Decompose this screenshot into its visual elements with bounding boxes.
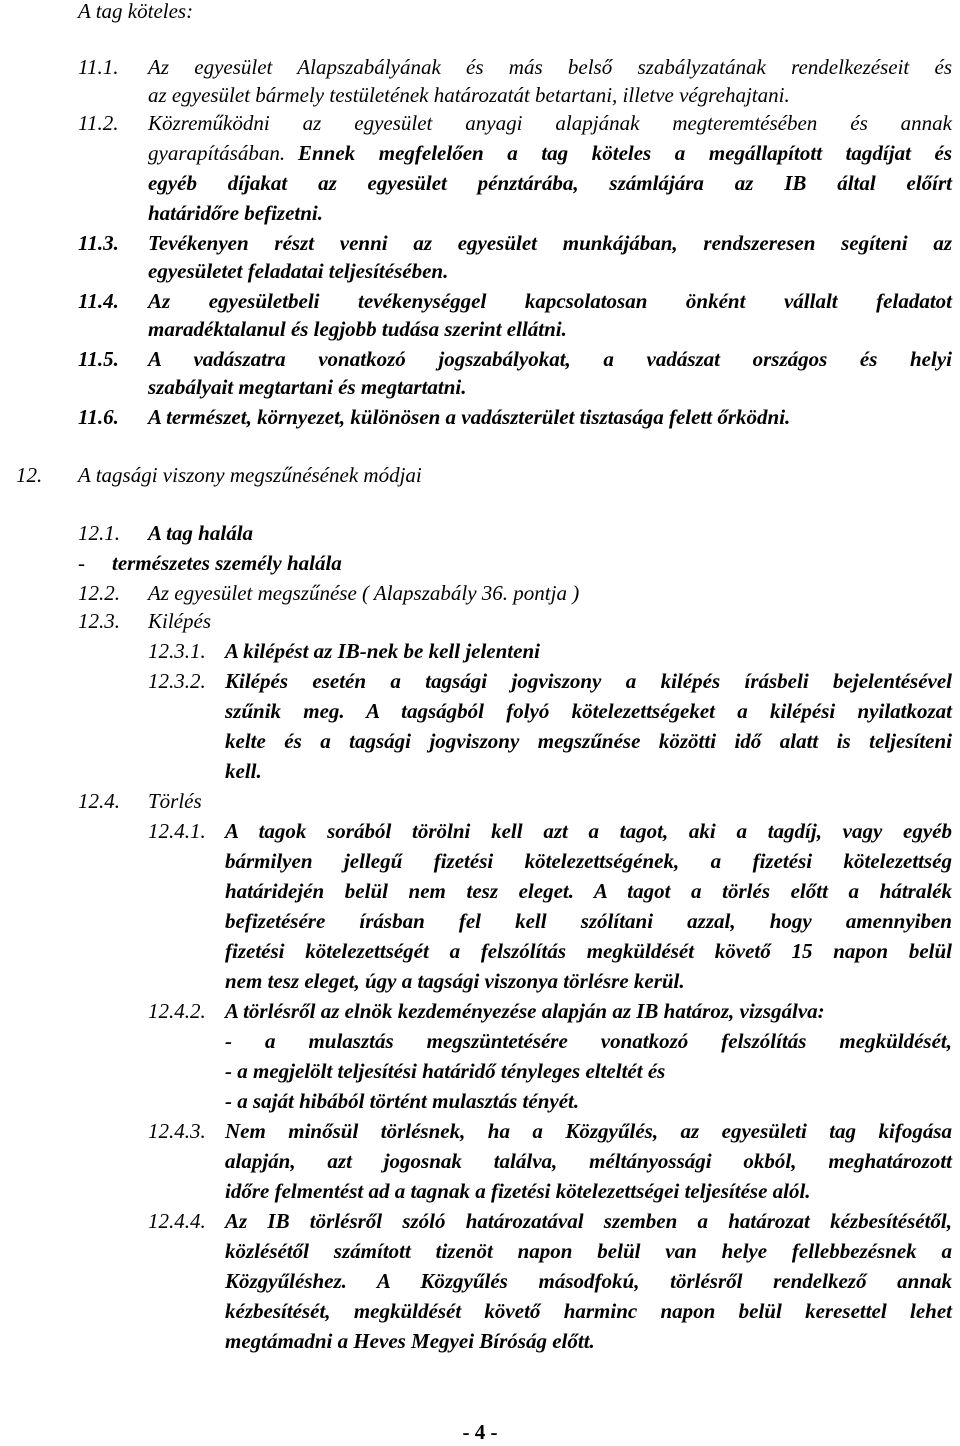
paragraph-line: maradéktalanul és legjobb tudása szerint ellátni.	[148, 317, 567, 341]
paragraph-line: szűnik meg. A tagságból folyó kötelezettségeket a kilépési nyilatkozat	[225, 699, 952, 723]
paragraph-line: bármilyen jellegű fizetési kötelezettségének, a fizetési kötelezettség	[225, 849, 952, 873]
subitem-number: 12.3.1.	[148, 639, 206, 663]
paragraph-line: - a mulasztás megszüntetésére vonatkozó felszólítás megküldését,	[225, 1029, 952, 1053]
subitem-number: 12.4.4.	[148, 1209, 206, 1233]
subitem-number: 12.4.2.	[148, 999, 206, 1023]
item-number: 11.6.	[78, 405, 119, 429]
paragraph-line: alapján, azt jogosnak találva, méltányossági okból, meghatározott	[225, 1149, 952, 1173]
paragraph-line: megtámadni a Heves Megyei Bíróság előtt.	[225, 1329, 595, 1353]
subitem-number: 12.4.3.	[148, 1119, 206, 1143]
paragraph-line: Ennek megfelelően a tag köteles a megállapított tagdíjat és	[298, 141, 952, 165]
paragraph-line: kell.	[225, 759, 262, 783]
item-number: 12.1.	[78, 521, 120, 545]
paragraph-line: határidőre befizetni.	[148, 201, 324, 225]
item-title: A tag halála	[148, 521, 254, 545]
item-number: 11.1.	[78, 55, 119, 79]
section-heading: A tag köteles:	[78, 0, 194, 23]
item-title: Törlés	[148, 789, 202, 813]
item-number: 11.3.	[78, 231, 119, 255]
paragraph-line: fizetési kötelezettségét a felszólítás megküldését követő 15 napon belül	[225, 939, 952, 963]
paragraph-line: egyéb díjakat az egyesület pénztárába, számlájára az IB által előírt	[148, 171, 952, 195]
paragraph-line: kézbesítését, megküldését követő harminc napon belül keresettel lehet	[225, 1299, 952, 1323]
paragraph-line: Közgyűléshez. A Közgyűlés másodfokú, törlésről rendelkező annak	[225, 1269, 952, 1293]
paragraph-line: időre felmentést ad a tagnak a fizetési kötelezettségei teljesítése alól.	[225, 1179, 811, 1203]
paragraph-line: Kilépés esetén a tagsági jogviszony a kilépés írásbeli bejelentésével	[225, 669, 952, 693]
paragraph-line: nem tesz eleget, úgy a tagsági viszonya törlésre kerül.	[225, 969, 685, 993]
paragraph-line: Az egyesület Alapszabályának és más belső szabályzatának rendelkezéseit és	[148, 55, 952, 79]
paragraph-line: A kilépést az IB-nek be kell jelenteni	[225, 639, 540, 663]
section-title: A tagsági viszony megszűnésének módjai	[78, 463, 422, 487]
item-number: 12.3.	[78, 609, 120, 633]
paragraph-line: Az egyesületbeli tevékenységgel kapcsolatosan önként vállalt feladatot	[148, 289, 952, 313]
paragraph-line: befizetésére írásban fel kell szólítani azzal, hogy amennyiben	[225, 909, 952, 933]
paragraph-line: - a megjelölt teljesítési határidő tényleges elteltét és	[225, 1059, 666, 1083]
paragraph-line: Közreműködni az egyesület anyagi alapjának megteremtésében és annak	[148, 111, 952, 135]
item-title: Kilépés	[148, 609, 211, 633]
paragraph-line: Nem minősül törlésnek, ha a Közgyűlés, az egyesületi tag kifogása	[225, 1119, 952, 1143]
item-number: 11.5.	[78, 347, 119, 371]
item-number: 11.2.	[78, 111, 119, 135]
dash-bullet: -	[78, 551, 85, 575]
paragraph-line: az egyesület bármely testületének határozatát betartani, illetve végrehajtani.	[148, 83, 790, 107]
paragraph-line: Tevékenyen részt venni az egyesület munkájában, rendszeresen segíteni az	[148, 231, 952, 255]
subitem-number: 12.4.1.	[148, 819, 206, 843]
paragraph-line: Az IB törlésről szóló határozatával szemben a határozat kézbesítésétől,	[225, 1209, 952, 1233]
paragraph-line: A vadászatra vonatkozó jogszabályokat, a vadászat országos és helyi	[148, 347, 952, 371]
paragraph-line: A tagok sorából törölni kell azt a tagot, aki a tagdíj, vagy egyéb	[225, 819, 952, 843]
item-number: 11.4.	[78, 289, 119, 313]
paragraph-line: közlésétől számított tizenöt napon belül van helye fellebbezésnek a	[225, 1239, 952, 1263]
item-title: Az egyesület megszűnése ( Alapszabály 36. pontja )	[148, 581, 580, 605]
item-number: 12.4.	[78, 789, 120, 813]
paragraph-line: A törlésről az elnök kezdeményezése alapján az IB határoz, vizsgálva:	[225, 999, 825, 1023]
paragraph-line: kelte és a tagsági jogviszony megszűnése közötti idő alatt is teljesíteni	[225, 729, 952, 753]
section-number: 12.	[16, 463, 43, 487]
page-number: - 4 -	[462, 1420, 498, 1444]
paragraph-line: határidején belül nem tesz eleget. A tagot a törlés előtt a hátralék	[225, 879, 952, 903]
paragraph-line: természetes személy halála	[112, 551, 342, 575]
paragraph-line: szabályait megtartani és megtartatni.	[148, 375, 467, 399]
item-number: 12.2.	[78, 581, 120, 605]
paragraph-line: gyarapításában.	[148, 141, 286, 165]
subitem-number: 12.3.2.	[148, 669, 206, 693]
paragraph-line: A természet, környezet, különösen a vadászterület tisztasága felett őrködni.	[148, 405, 791, 429]
paragraph-line: - a saját hibából történt mulasztás tényét.	[225, 1089, 580, 1113]
paragraph-line: egyesületet feladatai teljesítésében.	[148, 259, 449, 283]
